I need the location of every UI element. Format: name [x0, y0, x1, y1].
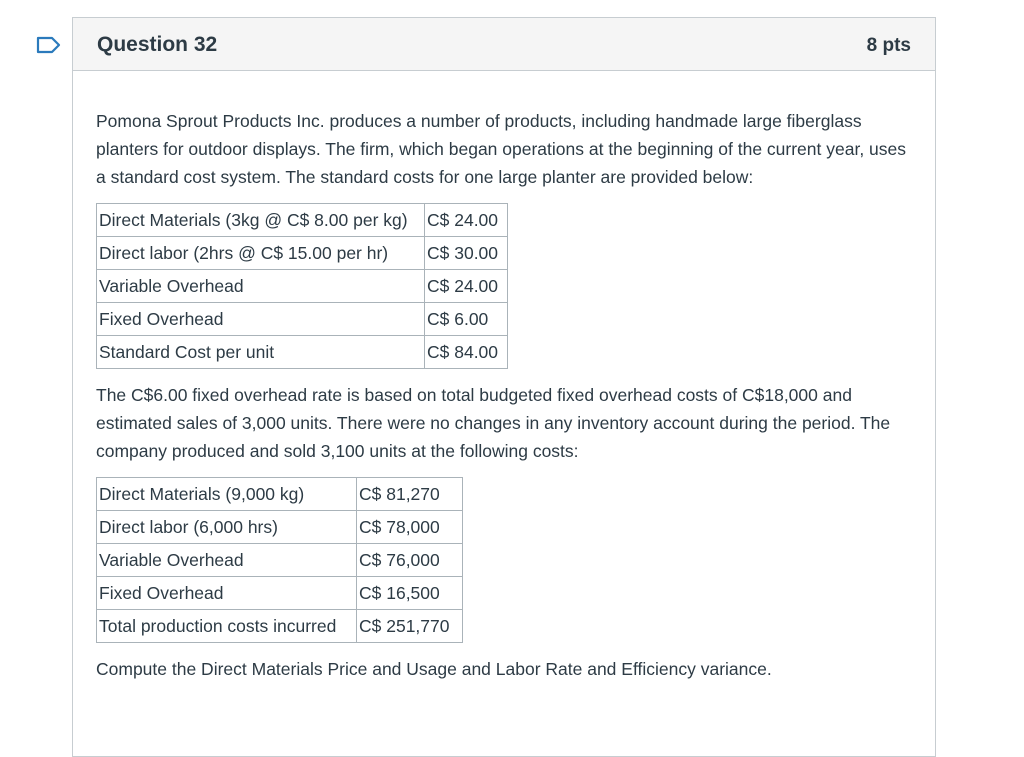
cost-amount: C$ 6.00: [425, 303, 508, 336]
cost-amount: C$ 81,270: [357, 478, 463, 511]
question-body: [73, 71, 935, 683]
table-row: [97, 303, 508, 336]
question-header: [73, 18, 935, 71]
cost-item: Direct Materials (9,000 kg): [97, 478, 357, 511]
cost-item: Fixed Overhead: [97, 577, 357, 610]
middle-paragraph: The C$6.00 fixed overhead rate is based on total budgeted fixed overhead costs of C$18,000 and estimated sales of 3,000 units. There were no changes in any inventory account during the period. The company produced and sold 3,100 units at the following costs:: [96, 385, 891, 461]
table-row: [97, 237, 508, 270]
table-row: [97, 577, 463, 610]
cost-amount: C$ 24.00: [425, 204, 508, 237]
cost-item: Direct Materials (3kg @ C$ 8.00 per kg): [97, 204, 425, 237]
cost-amount: C$ 24.00: [425, 270, 508, 303]
cost-amount: C$ 251,770: [357, 610, 463, 643]
cost-item: Variable Overhead: [97, 544, 357, 577]
question-card: [72, 17, 936, 757]
question-points: 8 pts: [866, 35, 911, 56]
intro-paragraph: Pomona Sprout Products Inc. produces a number of products, including handmade large fiberglass planters for outdoor displays. The firm, which began operations at the beginning of the current year, uses a standard cost system. The standard costs for one large planter are provided below:: [96, 111, 907, 187]
cost-amount: C$ 30.00: [425, 237, 508, 270]
cost-amount: C$ 76,000: [357, 544, 463, 577]
cost-amount: C$ 84.00: [425, 336, 508, 369]
table-row: [97, 511, 463, 544]
standard-cost-table: [96, 203, 508, 369]
cost-item: Total production costs incurred: [97, 610, 357, 643]
cost-item: Standard Cost per unit: [97, 336, 425, 369]
cost-item: Fixed Overhead: [97, 303, 425, 336]
question-title: Question 32: [97, 33, 218, 56]
cost-amount: C$ 78,000: [357, 511, 463, 544]
prompt-paragraph: Compute the Direct Materials Price and Usage and Labor Rate and Efficiency variance.: [96, 659, 772, 679]
cost-item: Direct labor (2hrs @ C$ 15.00 per hr): [97, 237, 425, 270]
flag-question-icon[interactable]: [36, 36, 62, 54]
actual-cost-table: [96, 477, 463, 643]
table-row: [97, 270, 508, 303]
cost-item: Direct labor (6,000 hrs): [97, 511, 357, 544]
table-row: [97, 336, 508, 369]
table-row: [97, 478, 463, 511]
table-row: [97, 204, 508, 237]
cost-item: Variable Overhead: [97, 270, 425, 303]
cost-amount: C$ 16,500: [357, 577, 463, 610]
table-row: [97, 610, 463, 643]
table-row: [97, 544, 463, 577]
